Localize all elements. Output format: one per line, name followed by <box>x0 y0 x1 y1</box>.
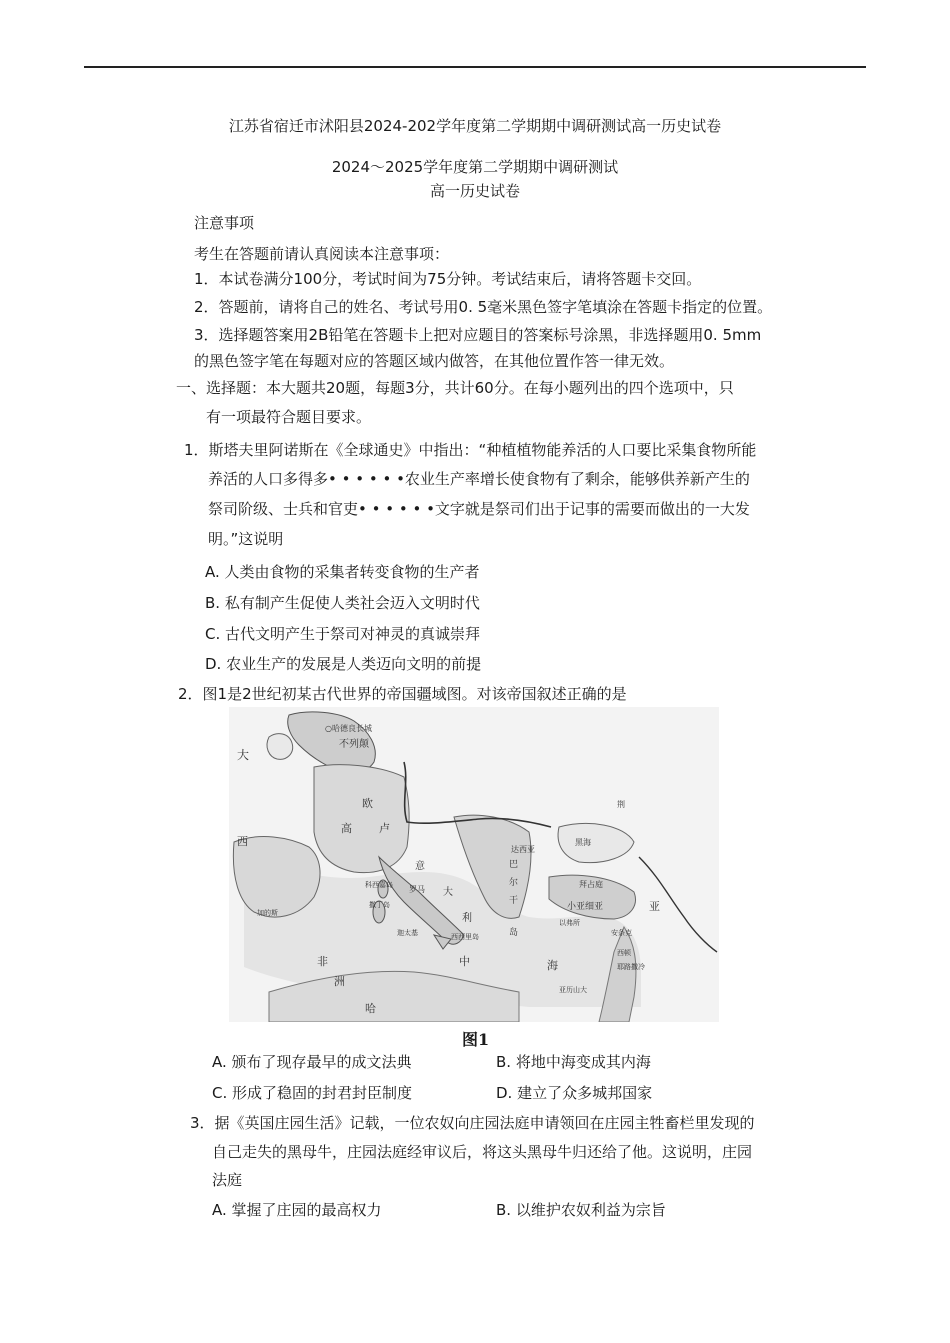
q3-option-b[interactable]: B. 以维护农奴利益为宗旨 <box>496 1201 666 1219</box>
map-label-wall: ○哈德良长城 <box>325 724 372 733</box>
notice-item-1: 1．本试卷满分100分，考试时间为75分钟。考试结束后，请将答题卡交回。 <box>194 270 702 288</box>
q2-option-a[interactable]: A. 颁布了现存最早的成文法典 <box>212 1053 412 1071</box>
map-label-britain: 不列颠 <box>339 739 369 750</box>
map-label-rome: 罗马 <box>409 885 425 894</box>
map-label-corsica: 科西嘉岛 <box>365 881 393 889</box>
notice-item-3-cont: 的黑色签字笔在每题对应的答题区域内做答，在其他位置作答一律无效。 <box>194 352 675 370</box>
exam-title: 2024～2025学年度第二学期期中调研测试 <box>331 158 619 176</box>
map-label-er: 尔 <box>509 878 519 888</box>
map-label-ha: 哈 <box>365 1002 376 1015</box>
map-label-gan: 干 <box>509 896 519 906</box>
notice-intro: 考生在答题前请认真阅读本注意事项： <box>194 245 450 263</box>
map-label-da2: 大 <box>443 887 453 898</box>
q1-option-a[interactable]: A. 人类由食物的采集者转变食物的生产者 <box>205 563 480 581</box>
map-label-ephesus: 以弗所 <box>559 919 580 927</box>
map-label-jerusalem: 耶路撒冷 <box>617 963 645 971</box>
map-label-sicily: 西西里岛 <box>451 933 479 941</box>
q3-option-a[interactable]: A. 掌握了庄园的最高权力 <box>212 1201 382 1219</box>
map-label-sardinia: 撒丁岛 <box>369 901 390 909</box>
map-label-byzantium: 拜占庭 <box>579 880 603 889</box>
map-label-zhong: 中 <box>459 955 470 968</box>
map-label-xi: 西 <box>237 835 248 848</box>
map-label-alexandria: 亚历山大 <box>559 986 587 994</box>
map-label-ba: 巴 <box>509 860 519 870</box>
q2-option-c[interactable]: C. 形成了稳固的封君封臣制度 <box>212 1084 413 1102</box>
q1-stem-line3: 祭司阶级、士兵和官吏• • • • • •文字就是祭司们出于记事的需要而做出的一大发 <box>208 500 750 518</box>
map-label-fei: 非 <box>317 955 328 968</box>
map-label-antioch: 安条克 <box>611 929 632 937</box>
q1-option-b[interactable]: B. 私有制产生促使人类社会迈入文明时代 <box>205 594 480 612</box>
top-rule <box>84 66 866 68</box>
map-label-lu: 卢 <box>379 822 390 835</box>
map-label-black-sea: 黑海 <box>575 838 591 847</box>
map-label-hai: 海 <box>547 959 558 972</box>
q1-option-c[interactable]: C. 古代文明产生于祭司对神灵的真诚崇拜 <box>205 625 481 643</box>
q1-stem: 1．斯塔夫里阿诺斯在《全球通史》中指出：“种植植物能养活的人口要比采集食物所能 <box>184 441 757 459</box>
map-label-ya: 亚 <box>649 900 660 913</box>
map-label-gades: 加的斯 <box>257 909 278 917</box>
map-label-sidon: 西顿 <box>617 949 631 957</box>
q1-stem-line4: 明。”这说明 <box>208 530 284 548</box>
q2-option-b[interactable]: B. 将地中海变成其内海 <box>496 1053 651 1071</box>
map-label-li: 利 <box>462 913 472 924</box>
map-label-asia-minor: 小亚细亚 <box>567 902 604 912</box>
q3-stem: 3．据《英国庄园生活》记载，一位农奴向庄园法庭申请领回在庄园主牲畜栏里发现的 <box>190 1114 755 1132</box>
q2-stem: 2．图1是2世纪初某古代世界的帝国疆域图。对该帝国叙述正确的是 <box>178 685 627 703</box>
map-label-dao: 岛 <box>509 928 519 938</box>
subject-title: 高一历史试卷 <box>429 182 520 200</box>
document-title: 江苏省宿迁市沭阳县2024-202学年度第二学期期中调研测试高一历史试卷 <box>228 117 722 135</box>
notice-item-3: 3．选择题答案用2B铅笔在答题卡上把对应题目的答案标号涂黑，非选择题用0. 5mm <box>194 326 762 344</box>
map-label-zhou: 洲 <box>334 975 345 988</box>
q3-stem-line2: 自己走失的黑母牛，庄园法庭经审议后，将这头黑母牛归还给了他。这说明，庄园 <box>212 1143 753 1161</box>
q1-stem-line2: 养活的人口多得多• • • • • •农业生产率增长使食物有了剩余，能够供养新产生的 <box>208 470 750 488</box>
notice-heading: 注意事项 <box>194 214 255 232</box>
map-label-gao: 高 <box>341 822 352 835</box>
section-1-heading-cont: 有一项最符合题目要求。 <box>206 408 372 426</box>
map-label-yi: 意 <box>415 861 425 872</box>
q1-option-d[interactable]: D. 农业生产的发展是人类迈向文明的前提 <box>205 655 482 673</box>
map-label-da: 大 <box>237 748 250 762</box>
section-1-heading: 一、选择题：本大题共20题，每题3分，共计60分。在每小题列出的四个选项中，只 <box>176 379 734 397</box>
map-label-dacia: 达西亚 <box>511 845 535 854</box>
figure-caption: 图1 <box>462 1030 490 1049</box>
q2-option-d[interactable]: D. 建立了众多城邦国家 <box>496 1084 653 1102</box>
map-label-jing: 荆 <box>617 800 625 809</box>
map-label-carthage: 迦太基 <box>397 929 418 937</box>
empire-map <box>229 707 719 1022</box>
q3-stem-line3: 法庭 <box>212 1171 243 1189</box>
notice-item-2: 2．答题前，请将自己的姓名、考试号用0. 5毫米黑色签字笔填涂在答题卡指定的位置。 <box>194 298 773 316</box>
map-label-ou: 欧 <box>362 797 373 810</box>
